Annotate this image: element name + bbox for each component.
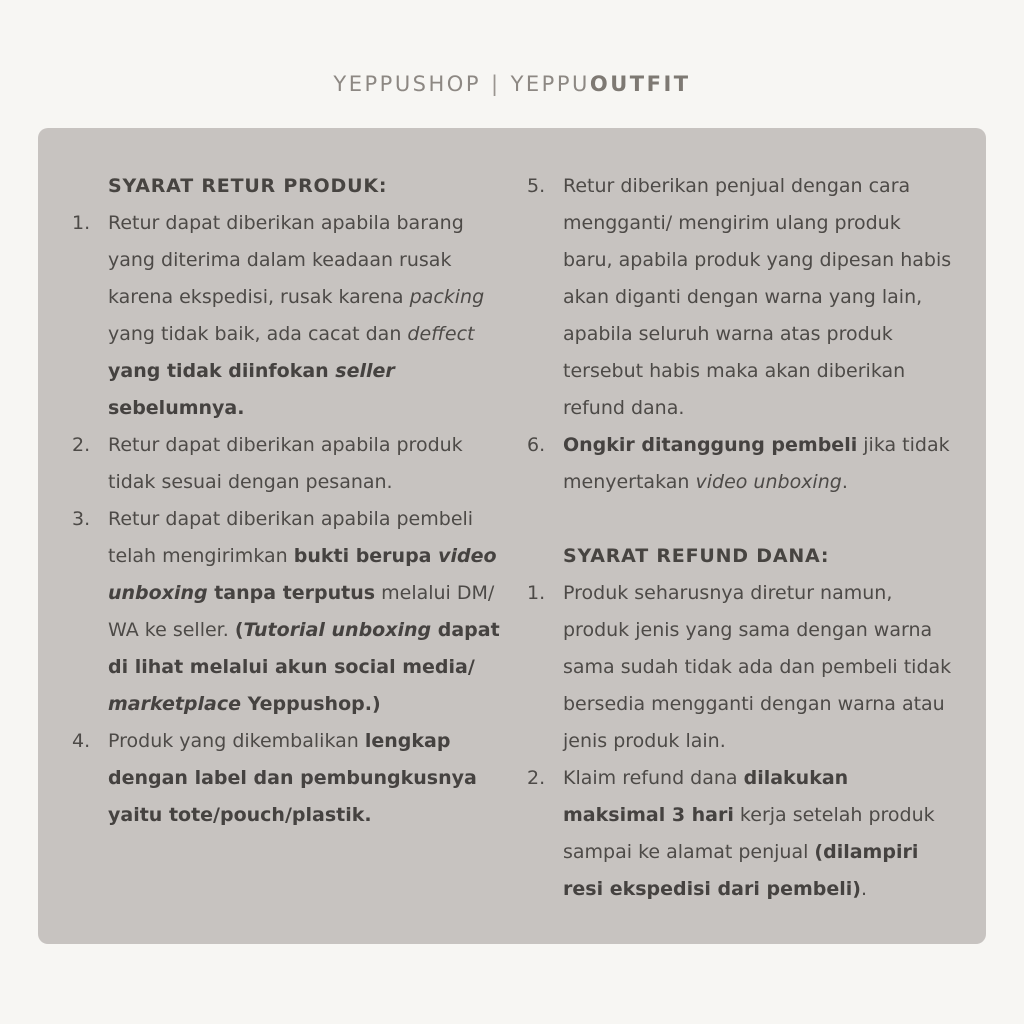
item-number: 1. bbox=[527, 582, 546, 604]
brand-outfit bbox=[511, 72, 691, 96]
brand-outfit-prefix: YEPPU bbox=[510, 72, 590, 96]
item-number: 4. bbox=[72, 730, 91, 752]
left-column bbox=[72, 168, 501, 910]
item-number: 6. bbox=[527, 434, 546, 456]
terms-panel bbox=[38, 128, 986, 944]
refund-heading: SYARAT REFUND DANA: bbox=[563, 545, 830, 567]
item-text: Retur dapat diberikan apabila barang yang diterima dalam keadaan rusak karena ekspedisi, rusak karena packing yang tidak baik, ada cacat dan deffect yang tidak diinfokan seller sebelumnya. bbox=[108, 212, 485, 419]
retur-item-2 bbox=[72, 427, 501, 501]
refund-item-2 bbox=[527, 760, 956, 908]
brand-shop: YEPPUSHOP bbox=[333, 72, 481, 96]
brand-outfit-suffix: OUTFIT bbox=[589, 72, 691, 96]
retur-item-1 bbox=[72, 205, 501, 427]
item-number: 2. bbox=[527, 767, 546, 789]
retur-item-4 bbox=[72, 723, 501, 834]
item-number: 3. bbox=[72, 508, 91, 530]
retur-item-5 bbox=[527, 168, 956, 427]
brand-separator: | bbox=[491, 72, 501, 96]
item-text: Retur dapat diberikan apabila produk tidak sesuai dengan pesanan. bbox=[108, 434, 463, 493]
item-number: 2. bbox=[72, 434, 91, 456]
item-text: Retur diberikan penjual dengan cara mengganti/ mengirim ulang produk baru, apabila produk yang dipesan habis akan diganti dengan warna yang lain, apabila seluruh warna atas produk tersebut habis maka akan diberikan refund dana. bbox=[563, 175, 952, 419]
item-text: Retur dapat diberikan apabila pembeli telah mengirimkan bukti berupa video unboxing tanpa terputus melalui DM/ WA ke seller. (Tutorial unboxing dapat di lihat melalui akun social media/ marketplace Yeppushop.) bbox=[108, 508, 500, 715]
item-text: Klaim refund dana dilakukan maksimal 3 hari kerja setelah produk sampai ke alamat penjual (dilampiri resi ekspedisi dari pembeli). bbox=[563, 767, 935, 900]
right-column bbox=[527, 168, 956, 910]
brand-header bbox=[0, 72, 1024, 96]
item-text: Ongkir ditanggung pembeli jika tidak menyertakan video unboxing. bbox=[563, 434, 950, 493]
retur-heading: SYARAT RETUR PRODUK: bbox=[108, 175, 388, 197]
item-text: Produk yang dikembalikan lengkap dengan label dan pembungkusnya yaitu tote/pouch/plastik. bbox=[108, 730, 477, 826]
retur-item-3 bbox=[72, 501, 501, 723]
item-text: Produk seharusnya diretur namun, produk jenis yang sama dengan warna sama sudah tidak ada dan pembeli tidak bersedia mengganti dengan warna atau jenis produk lain. bbox=[563, 582, 952, 752]
refund-item-1 bbox=[527, 575, 956, 760]
item-number: 1. bbox=[72, 212, 91, 234]
item-number: 5. bbox=[527, 175, 546, 197]
retur-item-6 bbox=[527, 427, 956, 501]
